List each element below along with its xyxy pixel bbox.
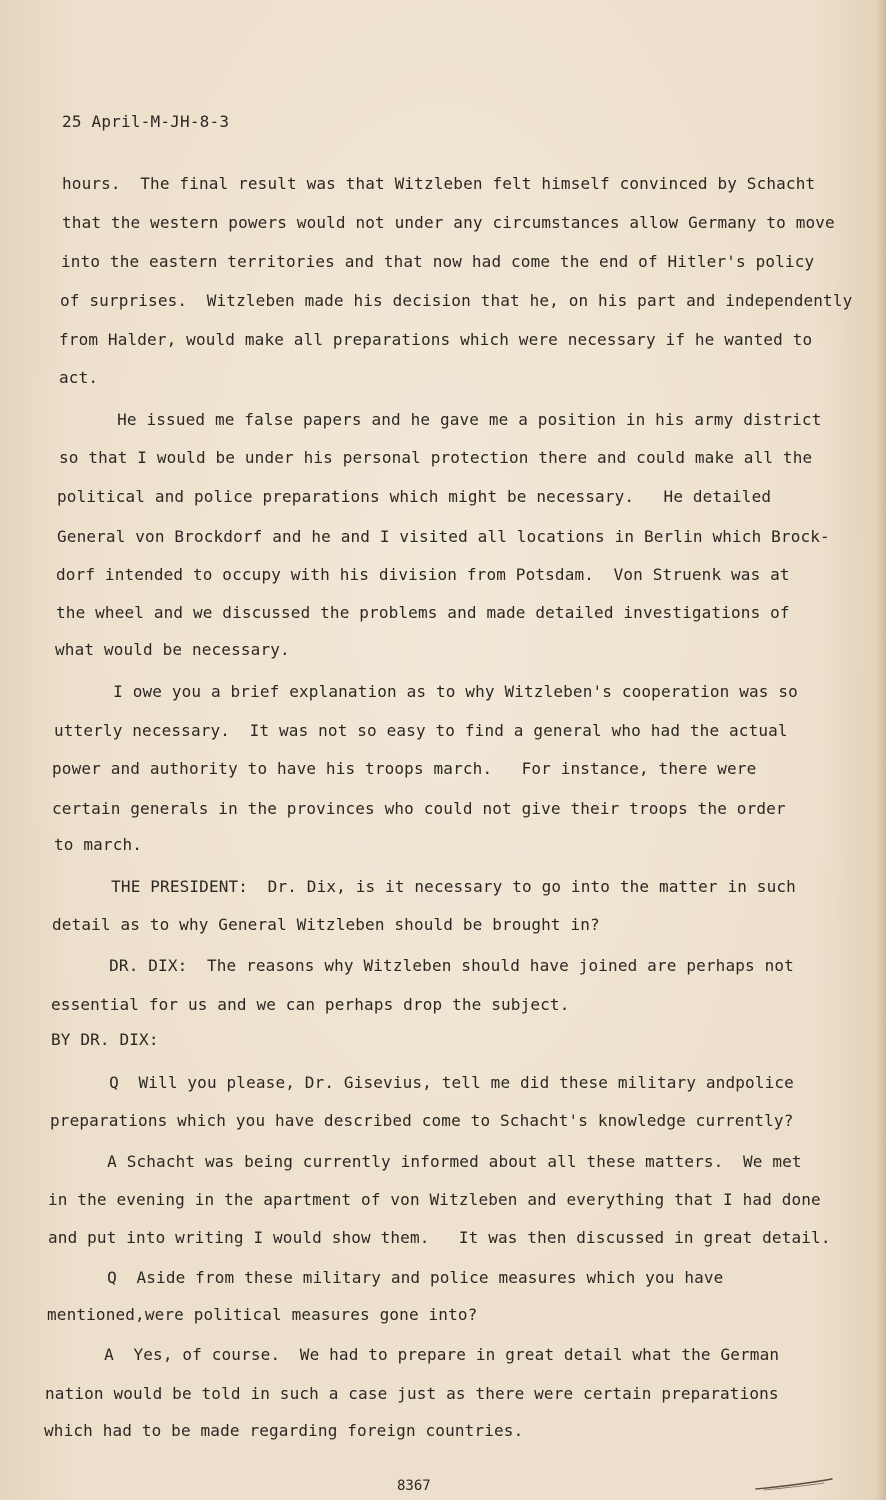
text-line: preparations which you have described come to Schacht's knowledge currently? [50, 1111, 794, 1130]
text-line: which had to be made regarding foreign countries. [44, 1421, 524, 1440]
text-line: He issued me false papers and he gave me a position in his army district [78, 410, 822, 429]
text-line: the wheel and we discussed the problems and made detailed investigations of [56, 603, 790, 622]
text-line: mentioned,were political measures gone into? [47, 1305, 478, 1324]
text-line: power and authority to have his troops march. For instance, there were [52, 759, 757, 778]
text-line: from Halder, would make all preparations which were necessary if he wanted to [59, 330, 813, 349]
text-line: that the western powers would not under any circumstances allow Germany to move [62, 213, 835, 232]
page-number: 8367 [397, 1478, 431, 1494]
text-line: dorf intended to occupy with his division from Potsdam. Von Struenk was at [56, 565, 790, 584]
text-line: of surprises. Witzleben made his decision that he, on his part and independently [60, 291, 853, 310]
text-line: BY DR. DIX: [51, 1030, 159, 1049]
text-line: to march. [54, 835, 143, 854]
text-line: act. [59, 368, 99, 387]
text-line: hours. The final result was that Witzleben felt himself convinced by Schacht [62, 174, 816, 193]
page-header: 25 April-M-JH-8-3 [62, 112, 230, 131]
text-line: political and police preparations which might be necessary. He detailed [57, 487, 772, 506]
text-line: in the evening in the apartment of von Witzleben and everything that I had done [48, 1190, 821, 1209]
pen-stroke-mark [754, 1476, 834, 1492]
text-line: Q Will you please, Dr. Gisevius, tell me did these military andpolice [70, 1073, 794, 1092]
text-line: General von Brockdorf and he and I visited all locations in Berlin which Brock- [57, 527, 830, 546]
text-line: Q Aside from these military and police measures which you have [68, 1268, 724, 1287]
text-line: into the eastern territories and that now had come the end of Hitler's policy [61, 252, 815, 271]
text-line: utterly necessary. It was not so easy to find a general who had the actual [54, 721, 788, 740]
text-line: essential for us and we can perhaps drop the subject. [51, 995, 570, 1014]
text-line: THE PRESIDENT: Dr. Dix, is it necessary to go into the matter in such [72, 877, 796, 896]
text-line: nation would be told in such a case just as there were certain preparations [45, 1384, 779, 1403]
text-line: what would be necessary. [55, 640, 290, 659]
text-line: detail as to why General Witzleben should be brought in? [52, 915, 600, 934]
text-line: A Schacht was being currently informed about all these matters. We met [68, 1152, 802, 1171]
text-line: certain generals in the provinces who could not give their troops the order [52, 799, 786, 818]
text-line: and put into writing I would show them. It was then discussed in great detail. [48, 1228, 831, 1247]
text-line: so that I would be under his personal protection there and could make all the [59, 448, 813, 467]
text-line: I owe you a brief explanation as to why Witzleben's cooperation was so [74, 682, 798, 701]
text-line: A Yes, of course. We had to prepare in great detail what the German [65, 1345, 780, 1364]
text-line: DR. DIX: The reasons why Witzleben should have joined are perhaps not [70, 956, 794, 975]
